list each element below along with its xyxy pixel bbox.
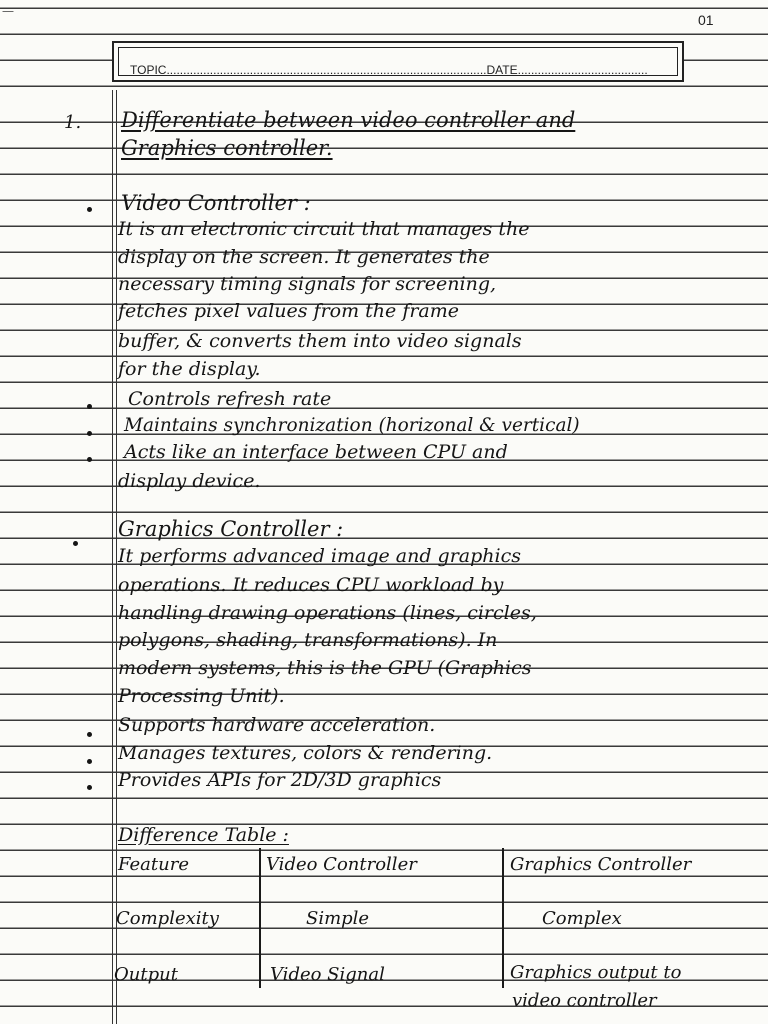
- table-cell-continuation: video controller: [512, 990, 657, 1011]
- bullet-dot: [87, 785, 92, 790]
- table-column-divider: [502, 848, 504, 988]
- graphics-controller-heading: Graphics Controller :: [118, 517, 344, 541]
- topic-label: TOPIC: [130, 63, 167, 77]
- graphics-paragraph-line: Processing Unit).: [118, 685, 285, 707]
- difference-table-title: Difference Table :: [118, 824, 289, 846]
- table-cell: Complexity: [116, 908, 219, 929]
- question-line-2: Graphics controller.: [121, 136, 333, 160]
- graphics-paragraph-line: polygons, shading, transformations). In: [118, 629, 498, 651]
- table-column-divider: [259, 848, 261, 988]
- graphics-bullet: Provides APIs for 2D/3D graphics: [118, 769, 442, 791]
- video-bullet: Controls refresh rate: [128, 388, 332, 410]
- video-bullet-continuation: display device.: [118, 470, 261, 492]
- video-bullet: Acts like an interface between CPU and: [124, 441, 508, 463]
- question-number: 1.: [64, 112, 82, 133]
- video-controller-heading: Video Controller :: [121, 191, 311, 215]
- bullet-dot: [87, 457, 92, 462]
- topic-date-header-box: [112, 41, 684, 82]
- graphics-paragraph-line: It performs advanced image and graphics: [118, 545, 521, 567]
- graphics-paragraph-line: handling drawing operations (lines, circles,: [118, 602, 537, 624]
- graphics-bullet: Supports hardware acceleration.: [118, 714, 436, 736]
- video-paragraph-line: display on the screen. It generates the: [118, 246, 490, 268]
- table-cell: Video Signal: [270, 964, 385, 985]
- topic-dotted-line: ................................................................................................: [166, 63, 487, 77]
- margin-line: [112, 90, 117, 1024]
- corner-tick-mark: —: [2, 4, 14, 18]
- topic-date-line: [130, 63, 648, 77]
- bullet-dot: [87, 732, 92, 737]
- video-bullet: Maintains synchronization (horizonal & vertical): [124, 415, 580, 436]
- bullet-dot: [73, 541, 78, 546]
- video-paragraph-line: It is an electronic circuit that manages the: [118, 218, 530, 240]
- table-cell: Simple: [306, 908, 370, 929]
- video-paragraph-line: fetches pixel values from the frame: [118, 300, 460, 322]
- graphics-bullet: Manages textures, colors & rendering.: [118, 742, 493, 764]
- table-header-cell: Feature: [118, 854, 189, 875]
- graphics-paragraph-line: operations. It reduces CPU workload by: [118, 574, 504, 596]
- bullet-dot: [87, 759, 92, 764]
- date-dotted-line: .......................................: [517, 63, 648, 77]
- bullet-dot: [87, 207, 92, 212]
- video-paragraph-line: for the display.: [118, 358, 261, 380]
- table-cell: Complex: [542, 908, 622, 929]
- bullet-dot: [87, 404, 92, 409]
- bullet-dot: [87, 431, 92, 436]
- video-paragraph-line: buffer, & converts them into video signals: [118, 330, 522, 352]
- table-header-cell: Graphics Controller: [510, 854, 692, 875]
- table-header-cell: Video Controller: [266, 854, 417, 875]
- graphics-paragraph-line: modern systems, this is the GPU (Graphics: [118, 657, 532, 679]
- date-label: DATE: [486, 63, 518, 77]
- table-cell: Output: [114, 964, 178, 985]
- question-line-1: Differentiate between video controller and: [121, 108, 576, 132]
- page-number: 01: [698, 12, 714, 28]
- table-cell: Graphics output to: [510, 962, 682, 983]
- video-paragraph-line: necessary timing signals for screening,: [118, 273, 497, 295]
